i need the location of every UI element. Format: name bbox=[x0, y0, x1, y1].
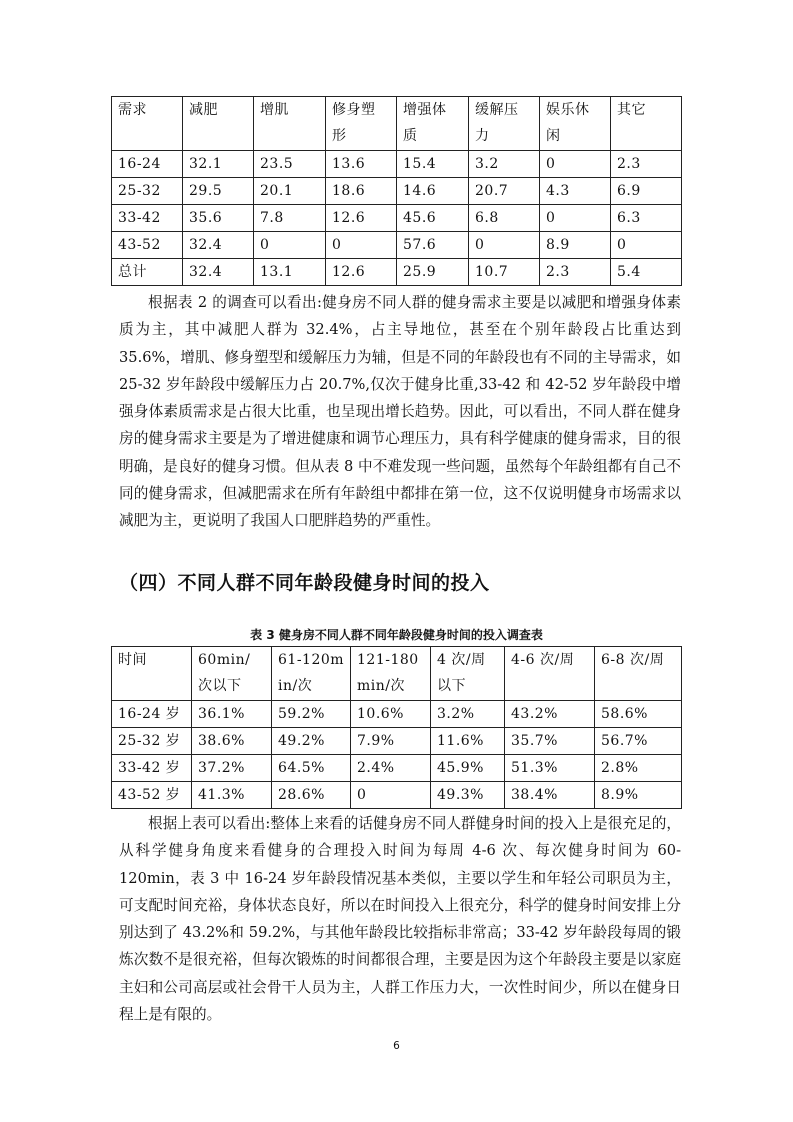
table-header-row bbox=[112, 647, 682, 701]
table-cell: 38.6% bbox=[192, 728, 272, 755]
table-cell: 6.8 bbox=[469, 205, 540, 232]
table-cell: 51.3% bbox=[505, 755, 595, 782]
table-row bbox=[112, 701, 682, 728]
table-cell: 45.9% bbox=[431, 755, 505, 782]
table-cell: 32.1 bbox=[183, 151, 254, 178]
table-cell: 0 bbox=[469, 232, 540, 259]
table-cell: 28.6% bbox=[272, 782, 351, 809]
header-cell: 修身塑 形 bbox=[326, 97, 397, 151]
table-header-row bbox=[112, 97, 682, 151]
table-cell: 57.6 bbox=[397, 232, 469, 259]
table-cell: 43-52 bbox=[112, 232, 183, 259]
table-row bbox=[112, 755, 682, 782]
table-cell: 58.6% bbox=[595, 701, 682, 728]
table-cell: 37.2% bbox=[192, 755, 272, 782]
table-cell: 23.5 bbox=[254, 151, 326, 178]
table-cell: 33-42 bbox=[112, 205, 183, 232]
table-cell: 0 bbox=[351, 782, 431, 809]
table-cell: 49.3% bbox=[431, 782, 505, 809]
table-cell: 25-32 岁 bbox=[112, 728, 192, 755]
paragraph-demand-analysis: 根据表 2 的调查可以看出:健身房不同人群的健身需求主要是以减肥和增强身体素质为主，其中减肥人群为 32.4%，占主导地位，甚至在个别年龄段占比重达到 35.6%，增肌、修身塑型和缓解压力为辅，但是不同的年龄段也有不同的主导需求，如 25-32 岁年龄段中缓解压力占 20.7%,仅次于健身比重,33-42 和 42-52 岁年龄段中增强身体素质需求是占很大比重，也呈现出增长趋势。因此，可以看出，不同人群在健身房的健身需求主要是为了增进健康和调节心理压力，具有科学健康的健身需求，目的很明确，是良好的健身习惯。但从表 8 中不难发现一些问题，虽然每个年龄组都有自己不同的健身需求，但减肥需求在所有年龄组中都排在第一位，这不仅说明健身市场需求以减肥为主，更说明了我国人口肥胖趋势的严重性。 bbox=[119, 294, 681, 530]
table-cell: 0 bbox=[540, 205, 611, 232]
table-cell: 11.6% bbox=[431, 728, 505, 755]
table-cell: 38.4% bbox=[505, 782, 595, 809]
table-cell: 10.6% bbox=[351, 701, 431, 728]
header-cell: 6-8 次/周 bbox=[595, 647, 682, 701]
table-cell: 56.7% bbox=[595, 728, 682, 755]
header-cell: 60min/ 次以下 bbox=[192, 647, 272, 701]
table-cell: 13.1 bbox=[254, 259, 326, 286]
table-cell: 4.3 bbox=[540, 178, 611, 205]
table-cell: 64.5% bbox=[272, 755, 351, 782]
table-cell: 33-42 岁 bbox=[112, 755, 192, 782]
header-cell: 4 次/周 以下 bbox=[431, 647, 505, 701]
table-cell: 16-24 bbox=[112, 151, 183, 178]
table-row bbox=[112, 205, 682, 232]
table-row bbox=[112, 782, 682, 809]
table-cell: 18.6 bbox=[326, 178, 397, 205]
table-cell: 12.6 bbox=[326, 259, 397, 286]
table-cell: 16-24 岁 bbox=[112, 701, 192, 728]
table-cell: 5.4 bbox=[611, 259, 682, 286]
table-cell: 25.9 bbox=[397, 259, 469, 286]
table-cell: 29.5 bbox=[183, 178, 254, 205]
page-number: 6 bbox=[393, 1040, 400, 1052]
table-cell: 43-52 岁 bbox=[112, 782, 192, 809]
table-cell: 32.4 bbox=[183, 232, 254, 259]
header-cell: 缓解压 力 bbox=[469, 97, 540, 151]
table-cell: 7.9% bbox=[351, 728, 431, 755]
table-cell: 15.4 bbox=[397, 151, 469, 178]
table-cell: 41.3% bbox=[192, 782, 272, 809]
table-row bbox=[112, 728, 682, 755]
table-cell: 总计 bbox=[112, 259, 183, 286]
table-cell: 8.9% bbox=[595, 782, 682, 809]
table-cell: 8.9 bbox=[540, 232, 611, 259]
table-cell: 2.8% bbox=[595, 755, 682, 782]
table-cell: 12.6 bbox=[326, 205, 397, 232]
table-cell: 20.1 bbox=[254, 178, 326, 205]
table-row bbox=[112, 259, 682, 286]
table-cell: 59.2% bbox=[272, 701, 351, 728]
paragraph-time-analysis: 根据上表可以看出:整体上来看的话健身房不同人群健身时间的投入上是很充足的，从科学健身角度来看健身的合理投入时间为每周 4-6 次、每次健身时间为 60-120min，表 3 中 16-24 岁年龄段情况基本类似，主要以学生和年轻公司职员为主，可支配时间充裕，身体状态良好，所以在时间投入上很充分，科学的健身时间安排上分别达到了 43.2%和 59.2%，与其他年龄段比较指标非常高；33-42 岁年龄段每周的锻炼次数不是很充裕，但每次锻炼的时间都很合理，主要是因为这个年龄段主要是以家庭主妇和公司高层或社会骨干人员为主，人群工作压力大，一次性时间少，所以在健身日程上是有限的。 bbox=[119, 815, 681, 1024]
table-cell: 32.4 bbox=[183, 259, 254, 286]
time-investment-table bbox=[111, 646, 682, 809]
table-cell: 0 bbox=[254, 232, 326, 259]
table-cell: 43.2% bbox=[505, 701, 595, 728]
table-cell: 35.7% bbox=[505, 728, 595, 755]
header-cell: 娱乐休 闲 bbox=[540, 97, 611, 151]
table-cell: 6.9 bbox=[611, 178, 682, 205]
table-cell: 2.3 bbox=[540, 259, 611, 286]
demand-table bbox=[111, 96, 682, 286]
table-cell: 0 bbox=[611, 232, 682, 259]
section-heading: （四）不同人群不同年龄段健身时间的投入 bbox=[119, 572, 490, 594]
table-cell: 10.7 bbox=[469, 259, 540, 286]
table-cell: 2.3 bbox=[611, 151, 682, 178]
table-caption: 表 3 健身房不同人群不同年龄段健身时间的投入调查表 bbox=[250, 628, 543, 642]
table-cell: 3.2 bbox=[469, 151, 540, 178]
header-cell: 增强体 质 bbox=[397, 97, 469, 151]
header-cell: 需求 bbox=[112, 97, 183, 151]
table-cell: 0 bbox=[540, 151, 611, 178]
table-cell: 7.8 bbox=[254, 205, 326, 232]
table-cell: 25-32 bbox=[112, 178, 183, 205]
table-row bbox=[112, 151, 682, 178]
table-cell: 49.2% bbox=[272, 728, 351, 755]
table-cell: 6.3 bbox=[611, 205, 682, 232]
header-cell: 其它 bbox=[611, 97, 682, 151]
table-cell: 3.2% bbox=[431, 701, 505, 728]
table-cell: 36.1% bbox=[192, 701, 272, 728]
table-cell: 0 bbox=[326, 232, 397, 259]
header-cell: 4-6 次/周 bbox=[505, 647, 595, 701]
table-cell: 35.6 bbox=[183, 205, 254, 232]
table-cell: 45.6 bbox=[397, 205, 469, 232]
header-cell: 减肥 bbox=[183, 97, 254, 151]
table-cell: 20.7 bbox=[469, 178, 540, 205]
table-cell: 2.4% bbox=[351, 755, 431, 782]
table-cell: 13.6 bbox=[326, 151, 397, 178]
header-cell: 61-120m in/次 bbox=[272, 647, 351, 701]
header-cell: 增肌 bbox=[254, 97, 326, 151]
table-row bbox=[112, 232, 682, 259]
header-cell: 121-180 min/次 bbox=[351, 647, 431, 701]
table-cell: 14.6 bbox=[397, 178, 469, 205]
table-row bbox=[112, 178, 682, 205]
header-cell: 时间 bbox=[112, 647, 192, 701]
